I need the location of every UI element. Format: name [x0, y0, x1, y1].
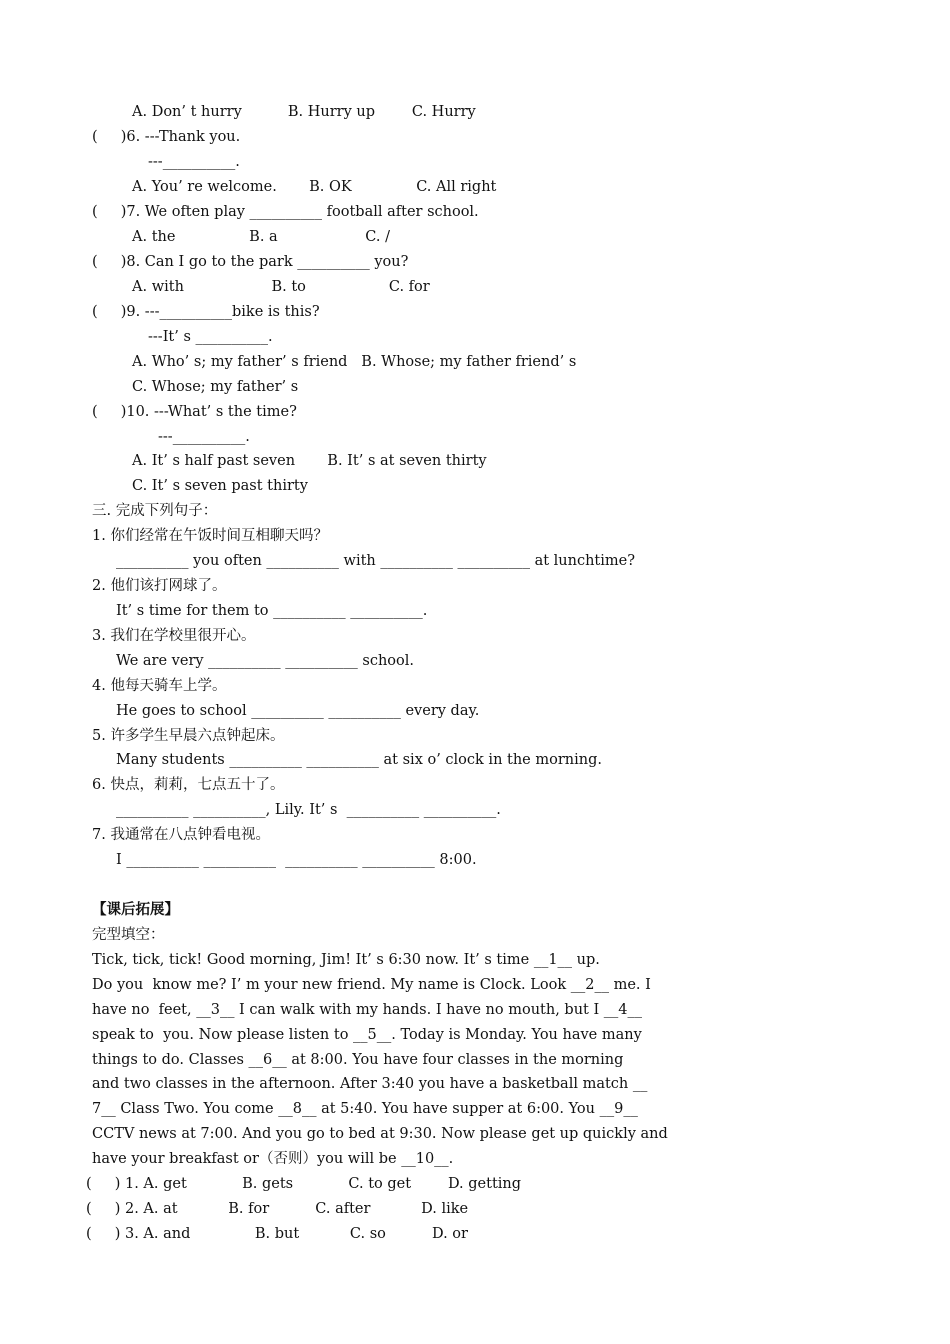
text-line: A. Who’ s; my father’ s friend B. Whose; my father friend’ s	[132, 354, 577, 370]
text-line: and two classes in the afternoon. After 3:40 you have a basketball match __	[92, 1076, 648, 1092]
text-line: __________ you often __________ with __________ __________ at lunchtime?	[116, 553, 636, 569]
text-line: ( ) 3. A. and B. but C. so D. or	[86, 1226, 468, 1242]
text-line: 2. 他们该打网球了。	[92, 578, 227, 594]
text-line: 三. 完成下列句子：	[92, 503, 218, 519]
text-line: 7. 我通常在八点钟看电视。	[92, 827, 270, 843]
text-line: A. You’ re welcome. B. OK C. All right	[132, 179, 497, 195]
text-line: A. the B. a C. /	[132, 229, 390, 245]
text-line: A. Don’ t hurry B. Hurry up C. Hurry	[132, 104, 476, 120]
text-line: Many students __________ __________ at six o’ clock in the morning.	[116, 752, 602, 768]
text-line: C. Whose; my father’ s	[132, 379, 299, 395]
text-line: ---__________.	[158, 429, 250, 445]
text-line: __________ __________, Lily. It’ s __________ __________.	[116, 802, 501, 818]
text-line: C. It’ s seven past thirty	[132, 478, 308, 494]
text-line: have no feet, __3__ I can walk with my hands. I have no mouth, but I __4__	[92, 1002, 643, 1018]
text-line: ( )7. We often play __________ football after school.	[92, 204, 479, 220]
text-line: 6. 快点，莉莉，七点五十了。	[92, 777, 285, 793]
text-line: ( )9. ---__________bike is this?	[92, 304, 320, 320]
text-line: 7__ Class Two. You come __8__ at 5:40. You have supper at 6:00. You __9__	[92, 1101, 638, 1117]
text-line: ( ) 1. A. get B. gets C. to get D. getting	[86, 1176, 522, 1192]
text-line: have your breakfast or（否则）you will be __10__.	[92, 1151, 454, 1167]
text-line: 5. 许多学生早晨六点钟起床。	[92, 728, 285, 744]
text-line: ( )6. ---Thank you.	[92, 129, 241, 145]
text-line: speak to you. Now please listen to __5__. Today is Monday. You have many	[92, 1027, 642, 1043]
text-line: ---__________.	[148, 154, 240, 170]
text-line: 3. 我们在学校里很开心。	[92, 628, 256, 644]
text-line: Tick, tick, tick! Good morning, Jim! It’ s 6:30 now. It’ s time __1__ up.	[92, 952, 600, 968]
text-line: 完型填空：	[92, 927, 165, 943]
text-line: A. It’ s half past seven B. It’ s at seven thirty	[132, 453, 487, 469]
text-line: It’ s time for them to __________ __________.	[116, 603, 428, 619]
text-line: I __________ __________ __________ __________ 8:00.	[116, 852, 477, 868]
text-line: Do you know me? I’ m your new friend. My name is Clock. Look __2__ me. I	[92, 977, 651, 993]
text-line: He goes to school __________ __________ every day.	[116, 703, 480, 719]
text-line: ---It’ s __________.	[148, 329, 273, 345]
text-line: 4. 他每天骑车上学。	[92, 678, 227, 694]
text-line: A. with B. to C. for	[132, 279, 430, 295]
text-line: ( ) 2. A. at B. for C. after D. like	[86, 1201, 469, 1217]
text-line: things to do. Classes __6__ at 8:00. You have four classes in the morning	[92, 1052, 624, 1068]
text-line: 1. 你们经常在午饭时间互相聊天吗？	[92, 528, 328, 544]
text-line: ( )10. ---What’ s the time?	[92, 404, 297, 420]
text-line: 【课后拓展】	[92, 902, 179, 918]
text-line: CCTV news at 7:00. And you go to bed at 9:30. Now please get up quickly and	[92, 1126, 668, 1142]
text-line: ( )8. Can I go to the park __________ you?	[92, 254, 409, 270]
text-line: We are very __________ __________ school.	[116, 653, 415, 669]
